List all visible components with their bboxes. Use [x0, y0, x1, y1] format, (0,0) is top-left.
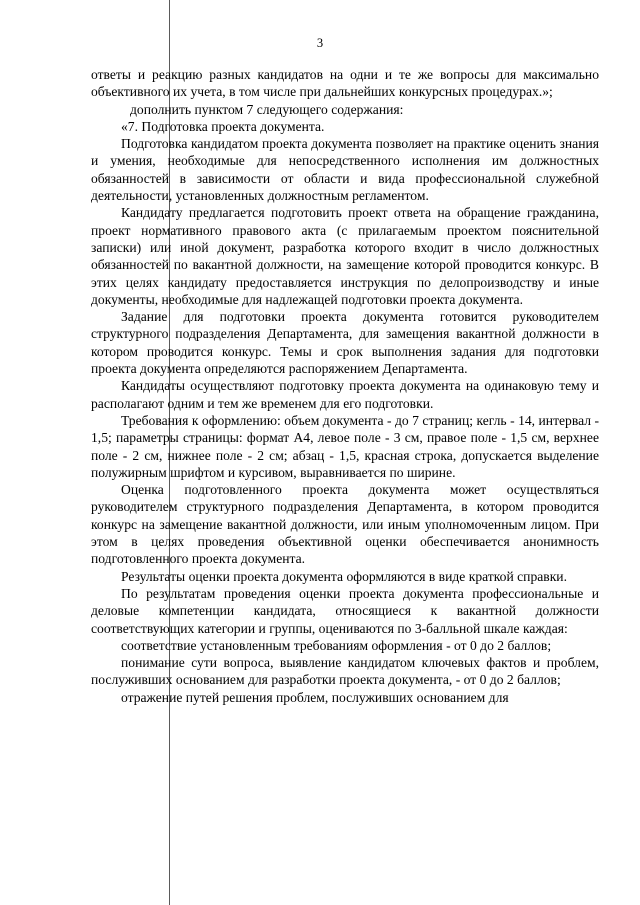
paragraph: Кандидаты осуществляют подготовку проекта документа на одинаковую тему и располагают одним и тем же временем для его подготовки. — [91, 378, 599, 411]
paragraph: Задание для подготовки проекта документа готовится руководителем структурного подразделения Департамента, для замещения вакантной должности в котором проводится конкурс. Темы и срок выполнения задания для подготовки проекта документа определяются распоряжением Департамента. — [91, 309, 599, 377]
paragraph: ответы и реакцию разных кандидатов на одни и те же вопросы для максимально объективного их учета, в том числе при дальнейших конкурсных процедурах.»; — [91, 67, 599, 100]
paragraph: Оценка подготовленного проекта документа может осуществляться руководителем структурного подразделения Департамента, в котором проводится конкурс на замещение вакантной должности, или иным уполномоченным лицом. При этом в целях проведения объективной оценки обеспечивается анонимность подготовленного проекта документа. — [91, 482, 599, 567]
list-item: понимание сути вопроса, выявление кандидатом ключевых фактов и проблем, послуживших основанием для разработки проекта документа, - от 0 до 2 баллов; — [91, 655, 599, 688]
paragraph: Подготовка кандидатом проекта документа позволяет на практике оценить знания и умения, необходимые для непосредственного исполнения им должностных обязанностей в зависимости от области и вида профессиональной служебной деятельности, установленных должностным регламентом. — [91, 136, 599, 204]
paragraph: По результатам проведения оценки проекта документа профессиональные и деловые компетенции кандидата, относящиеся к вакантной должности соответствующих категории и группы, оцениваются по 3-балльной шкале каждая: — [91, 585, 599, 636]
body-text — [91, 66, 599, 706]
paragraph: Требования к оформлению: объем документа - до 7 страниц; кегль - 14, интервал - 1,5; параметры страницы: формат А4, левое поле - 3 см, правое поле - 1,5 см, верхнее поле - 2 см, нижнее поле - 2 см; абзац - 1,5, красная строка, допускается выделение полужирным шрифтом и курсивом, выравнивается по ширине. — [91, 412, 599, 480]
section-heading: «7. Подготовка проекта документа. — [121, 118, 325, 134]
list-item: отражение путей решения проблем, послуживших основанием для — [121, 689, 509, 705]
paragraph: дополнить пунктом 7 следующего содержания: — [130, 101, 404, 117]
paragraph: Кандидату предлагается подготовить проект ответа на обращение гражданина, проект нормативного правового акта (с прилагаемым проектом пояснительной записки) или иной документ, разработка которого входит в число должностных обязанностей по вакантной должности, на замещение которой проводится конкурс. В этих целях кандидату предоставляется инструкция по делопроизводству и иные документы, необходимые для надлежащей подготовки проекта документа. — [91, 205, 599, 307]
page-number: 3 — [316, 36, 324, 50]
list-item: соответствие установленным требованиям оформления - от 0 до 2 баллов; — [121, 637, 552, 653]
paragraph: Результаты оценки проекта документа оформляются в виде краткой справки. — [121, 568, 567, 584]
